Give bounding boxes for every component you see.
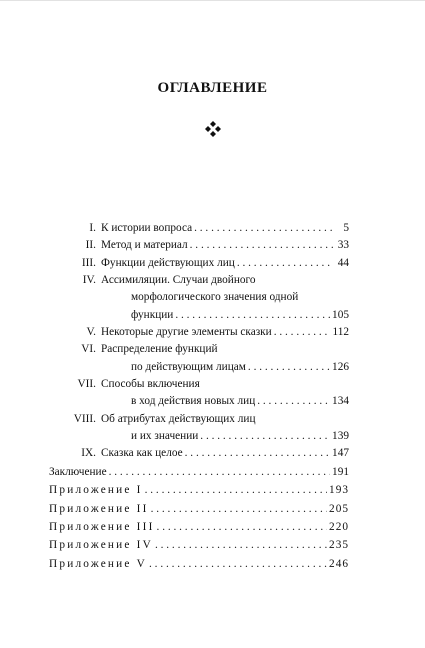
- page-number: 235: [329, 539, 349, 552]
- appendix-label: Приложение IV: [49, 539, 153, 552]
- chapter-title: Об атрибутах действующих лиц: [101, 412, 256, 425]
- dot-leader: [248, 359, 330, 376]
- chapter-number: VII.: [77, 378, 96, 391]
- dot-leader: [237, 255, 333, 272]
- toc-conclusion: [49, 463, 349, 481]
- table-of-contents: [49, 220, 349, 573]
- page-number: 112: [332, 326, 349, 339]
- toc-appendix: [49, 481, 349, 499]
- toc-entry-line: [49, 272, 349, 289]
- appendix-label: Приложение II: [49, 502, 149, 515]
- toc-entry-line: [49, 428, 349, 445]
- chapter-title: Сказка как целое: [101, 447, 183, 460]
- appendix-label: Приложение V: [49, 557, 148, 570]
- toc-entry-line: [49, 393, 349, 410]
- toc-entry-line: [49, 255, 349, 272]
- toc-entry-line: [49, 341, 349, 358]
- toc-entry-line: [49, 237, 349, 254]
- chapter-title: Распределение функций: [101, 343, 218, 356]
- page-number: 134: [332, 395, 349, 408]
- toc-entry-line: [49, 445, 349, 462]
- page-number: 191: [332, 465, 349, 478]
- toc-entry-line: [49, 411, 349, 428]
- dot-leader: [194, 220, 333, 237]
- dot-leader: [155, 536, 327, 554]
- chapter-number: VIII.: [73, 412, 96, 425]
- page-title: ОГЛАВЛЕНИЕ: [157, 80, 268, 96]
- page-number: 105: [332, 308, 349, 321]
- dot-leader: [157, 518, 328, 536]
- dot-leader: [151, 500, 327, 518]
- ornament-icon: [0, 120, 425, 143]
- toc-entry-line: [49, 307, 349, 324]
- dot-leader: [145, 481, 327, 499]
- page-top-edge: [0, 0, 425, 1]
- chapter-title: функции: [131, 308, 174, 321]
- page-number: 147: [332, 447, 349, 460]
- dot-leader: [190, 237, 333, 254]
- chapter-number: VI.: [81, 343, 96, 356]
- page-number: 246: [329, 557, 349, 570]
- toc-appendix: [49, 518, 349, 536]
- chapter-title: Ассимиляции. Случаи двойного: [101, 274, 256, 287]
- dot-leader: [274, 324, 331, 341]
- toc-entry-line: [49, 220, 349, 237]
- page-number: 193: [329, 484, 349, 497]
- dot-leader: [185, 445, 330, 462]
- chapter-number: II.: [85, 239, 96, 252]
- chapter-title: Функции действующих лиц: [101, 256, 235, 269]
- chapter-number: V.: [86, 326, 96, 339]
- dot-leader: [175, 307, 330, 324]
- dot-leader: [257, 393, 330, 410]
- chapter-title: и их значении: [131, 430, 199, 443]
- chapter-title: Метод и материал: [101, 239, 188, 252]
- chapter-number: IX.: [81, 447, 96, 460]
- chapter-title: по действующим лицам: [131, 360, 246, 373]
- chapter-title: морфологического значения одной: [131, 291, 299, 304]
- toc-entry-line: [49, 376, 349, 393]
- chapter-number: III.: [81, 256, 96, 269]
- dot-leader: [109, 463, 330, 481]
- toc-entry-line: [49, 324, 349, 341]
- chapter-title: Способы включения: [101, 378, 200, 391]
- conclusion-label: Заключение: [49, 465, 107, 478]
- page-number: 33: [337, 239, 349, 252]
- toc-appendix: [49, 500, 349, 518]
- appendix-label: Приложение III: [49, 520, 155, 533]
- page-number: 220: [329, 520, 349, 533]
- toc-appendix: [49, 536, 349, 554]
- toc-appendix: [49, 555, 349, 573]
- chapter-number: IV.: [82, 274, 96, 287]
- chapter-title: в ход действия новых лиц: [131, 395, 256, 408]
- page-number: 139: [332, 430, 349, 443]
- dot-leader: [149, 555, 327, 573]
- chapter-title: Некоторые другие элементы сказки: [101, 326, 272, 339]
- appendix-label: Приложение I: [49, 484, 143, 497]
- page-number: 44: [337, 256, 349, 269]
- page-number: 205: [329, 502, 349, 515]
- page-number: 5: [343, 222, 349, 234]
- page-number: 126: [332, 360, 349, 373]
- chapter-number: I.: [89, 222, 96, 234]
- chapter-title: К истории вопроса: [101, 222, 193, 234]
- dot-leader: [200, 428, 330, 445]
- toc-entry-line: [49, 289, 349, 306]
- toc-entry-line: [49, 359, 349, 376]
